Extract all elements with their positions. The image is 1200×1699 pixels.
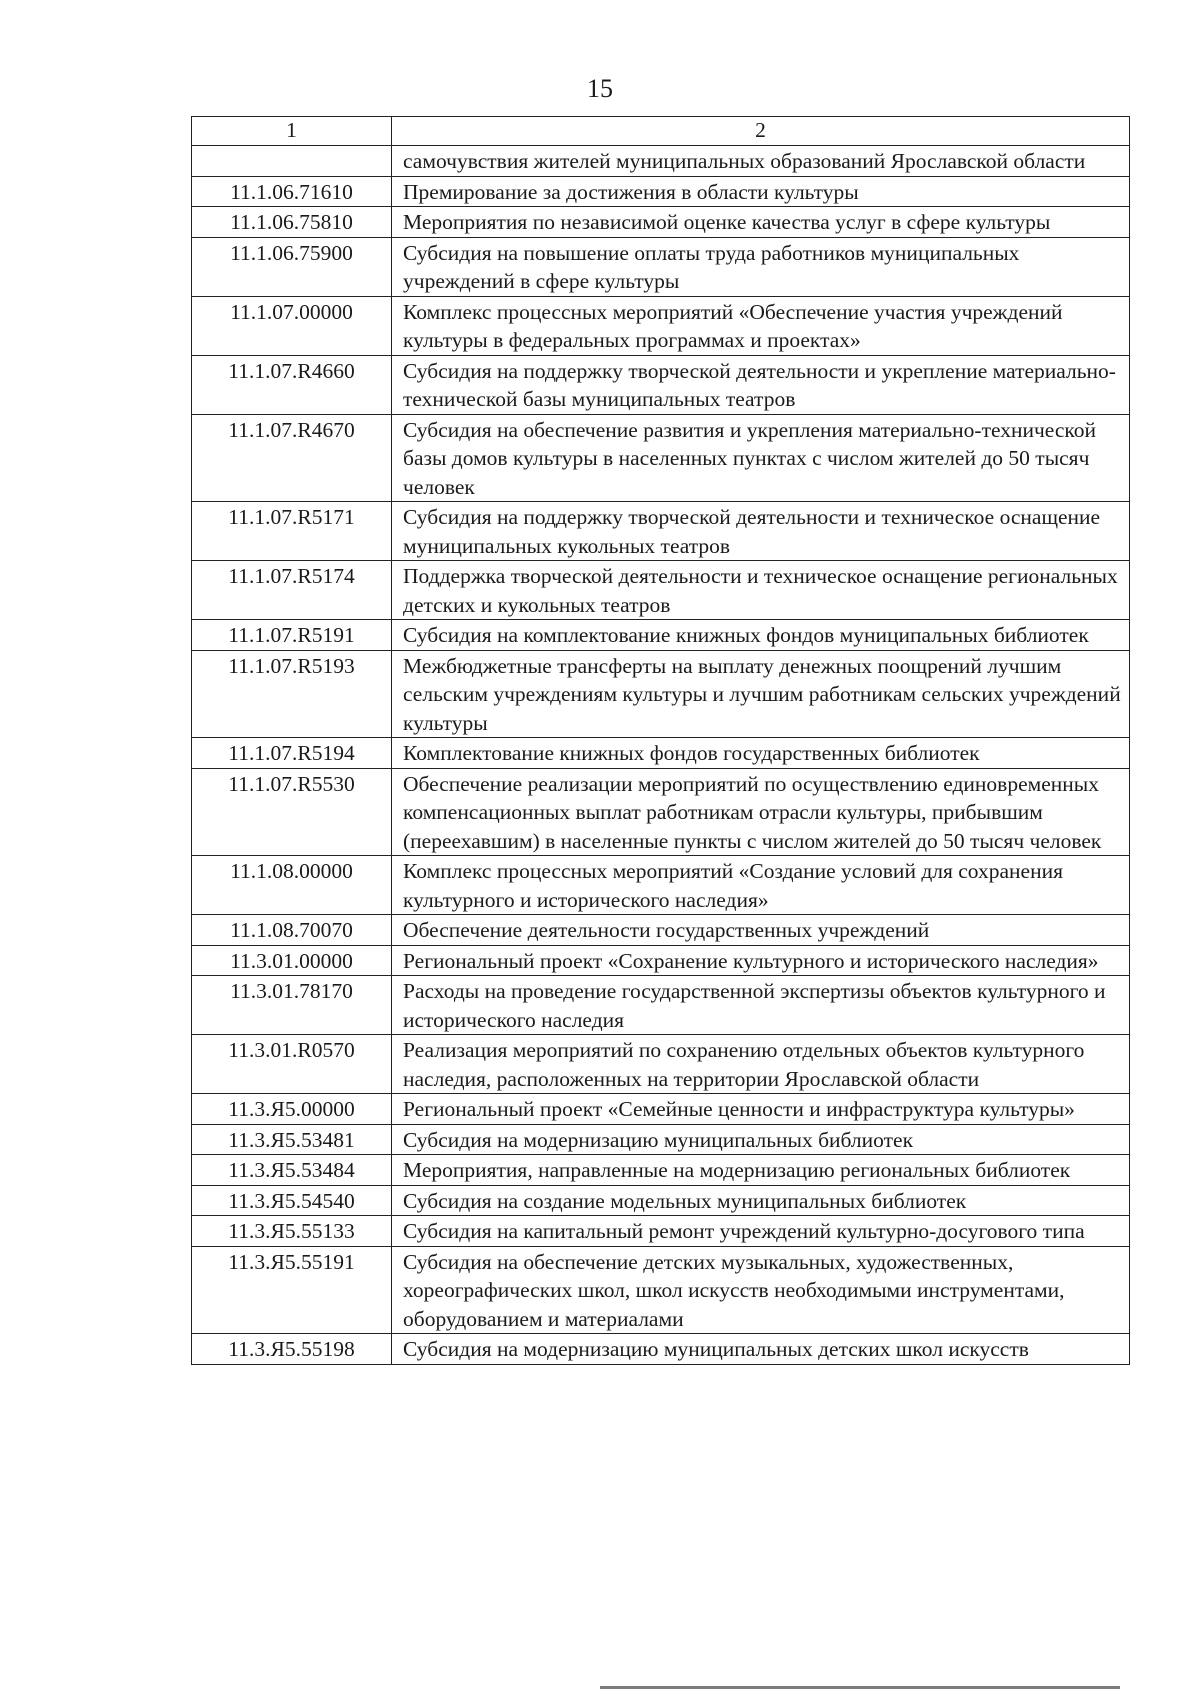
- budget-code-cell: 11.3.Я5.55198: [192, 1334, 392, 1365]
- table-row: [192, 738, 1130, 769]
- expense-name-cell: Мероприятия по независимой оценке качества услуг в сфере культуры: [392, 207, 1130, 238]
- table-row: [192, 207, 1130, 238]
- expense-name-cell: Обеспечение деятельности государственных учреждений: [392, 915, 1130, 946]
- table-row: [192, 1124, 1130, 1155]
- table-row: [192, 1155, 1130, 1186]
- expense-name-cell: Субсидия на модернизацию муниципальных детских школ искусств: [392, 1334, 1130, 1365]
- budget-code-cell: 11.3.Я5.53484: [192, 1155, 392, 1186]
- budget-code-cell: 11.3.01.R0570: [192, 1035, 392, 1094]
- table-row: [192, 237, 1130, 296]
- budget-code-cell: 11.1.07.R5530: [192, 768, 392, 856]
- expense-name-cell: Субсидия на создание модельных муниципальных библиотек: [392, 1185, 1130, 1216]
- expense-name-cell: Реализация мероприятий по сохранению отдельных объектов культурного наследия, расположенных на территории Ярославской области: [392, 1035, 1130, 1094]
- expense-name-cell: Межбюджетные трансферты на выплату денежных поощрений лучшим сельским учреждениям культуры и лучшим работникам сельских учреждений культуры: [392, 650, 1130, 738]
- expense-name-cell: Расходы на проведение государственной экспертизы объектов культурного и исторического наследия: [392, 976, 1130, 1035]
- budget-code-cell: 11.3.Я5.55133: [192, 1216, 392, 1247]
- budget-code-cell: 11.1.07.R5194: [192, 738, 392, 769]
- budget-code-cell: 11.3.Я5.54540: [192, 1185, 392, 1216]
- table-row: [192, 1185, 1130, 1216]
- table-row: [192, 176, 1130, 207]
- expense-name-cell: Субсидия на повышение оплаты труда работников муниципальных учреждений в сфере культуры: [392, 237, 1130, 296]
- table-row: [192, 561, 1130, 620]
- table-row: [192, 915, 1130, 946]
- budget-code-cell: 11.1.08.70070: [192, 915, 392, 946]
- column-header-name: 2: [392, 117, 1130, 146]
- budget-code-cell: 11.1.07.R5171: [192, 502, 392, 561]
- table-row: [192, 1246, 1130, 1334]
- budget-code-cell: 11.1.07.R4660: [192, 355, 392, 414]
- budget-code-cell: 11.3.Я5.55191: [192, 1246, 392, 1334]
- table-row: [192, 650, 1130, 738]
- expense-name-cell: Региональный проект «Сохранение культурного и исторического наследия»: [392, 945, 1130, 976]
- table-header-row: [192, 117, 1130, 146]
- table-row: [192, 296, 1130, 355]
- budget-code-cell: 11.3.Я5.00000: [192, 1094, 392, 1125]
- expense-name-cell: Комплекс процессных мероприятий «Обеспечение участия учреждений культуры в федеральных программах и проектах»: [392, 296, 1130, 355]
- budget-code-table: [191, 116, 1130, 1365]
- budget-code-cell: 11.1.07.R5191: [192, 620, 392, 651]
- expense-name-cell: Субсидия на обеспечение развития и укрепления материально-технической базы домов культуры в населенных пунктах с числом жителей до 50 тысяч человек: [392, 414, 1130, 502]
- table-row: [192, 945, 1130, 976]
- budget-code-cell: [192, 146, 392, 177]
- table-row: [192, 1035, 1130, 1094]
- budget-code-cell: 11.3.01.78170: [192, 976, 392, 1035]
- budget-code-cell: 11.1.08.00000: [192, 856, 392, 915]
- expense-name-cell: Субсидия на капитальный ремонт учреждений культурно-досугового типа: [392, 1216, 1130, 1247]
- expense-name-cell: Субсидия на поддержку творческой деятельности и техническое оснащение муниципальных кукольных театров: [392, 502, 1130, 561]
- expense-name-cell: Комплекс процессных мероприятий «Создание условий для сохранения культурного и исторического наследия»: [392, 856, 1130, 915]
- expense-name-cell: Комплектование книжных фондов государственных библиотек: [392, 738, 1130, 769]
- expense-name-cell: самочувствия жителей муниципальных образований Ярославской области: [392, 146, 1130, 177]
- expense-name-cell: Субсидия на поддержку творческой деятельности и укрепление материально-технической базы муниципальных театров: [392, 355, 1130, 414]
- expense-name-cell: Премирование за достижения в области культуры: [392, 176, 1130, 207]
- table-body: [192, 146, 1130, 1365]
- expense-name-cell: Мероприятия, направленные на модернизацию региональных библиотек: [392, 1155, 1130, 1186]
- expense-name-cell: Региональный проект «Семейные ценности и инфраструктура культуры»: [392, 1094, 1130, 1125]
- budget-code-cell: 11.1.07.R5174: [192, 561, 392, 620]
- budget-code-cell: 11.1.07.R5193: [192, 650, 392, 738]
- table-row: [192, 620, 1130, 651]
- budget-code-cell: 11.1.06.71610: [192, 176, 392, 207]
- table-row: [192, 355, 1130, 414]
- footer-rule: [600, 1686, 1120, 1689]
- budget-code-cell: 11.1.06.75810: [192, 207, 392, 238]
- page-number: 15: [587, 74, 613, 103]
- table-row: [192, 146, 1130, 177]
- table-row: [192, 856, 1130, 915]
- expense-name-cell: Поддержка творческой деятельности и техническое оснащение региональных детских и кукольных театров: [392, 561, 1130, 620]
- table-row: [192, 976, 1130, 1035]
- table-row: [192, 1334, 1130, 1365]
- expense-name-cell: Обеспечение реализации мероприятий по осуществлению единовременных компенсационных выплат работникам отрасли культуры, прибывшим (переехавшим) в населенные пункты с числом жителей до 50 тысяч человек: [392, 768, 1130, 856]
- budget-code-cell: 11.3.01.00000: [192, 945, 392, 976]
- budget-code-cell: 11.3.Я5.53481: [192, 1124, 392, 1155]
- table-row: [192, 768, 1130, 856]
- expense-name-cell: Субсидия на комплектование книжных фондов муниципальных библиотек: [392, 620, 1130, 651]
- table-row: [192, 1094, 1130, 1125]
- expense-name-cell: Субсидия на модернизацию муниципальных библиотек: [392, 1124, 1130, 1155]
- table-row: [192, 502, 1130, 561]
- column-header-code: 1: [192, 117, 392, 146]
- budget-code-cell: 11.1.07.R4670: [192, 414, 392, 502]
- budget-code-cell: 11.1.07.00000: [192, 296, 392, 355]
- table-row: [192, 414, 1130, 502]
- table-row: [192, 1216, 1130, 1247]
- budget-code-cell: 11.1.06.75900: [192, 237, 392, 296]
- expense-name-cell: Субсидия на обеспечение детских музыкальных, художественных, хореографических школ, школ искусств необходимыми инструментами, оборудованием и материалами: [392, 1246, 1130, 1334]
